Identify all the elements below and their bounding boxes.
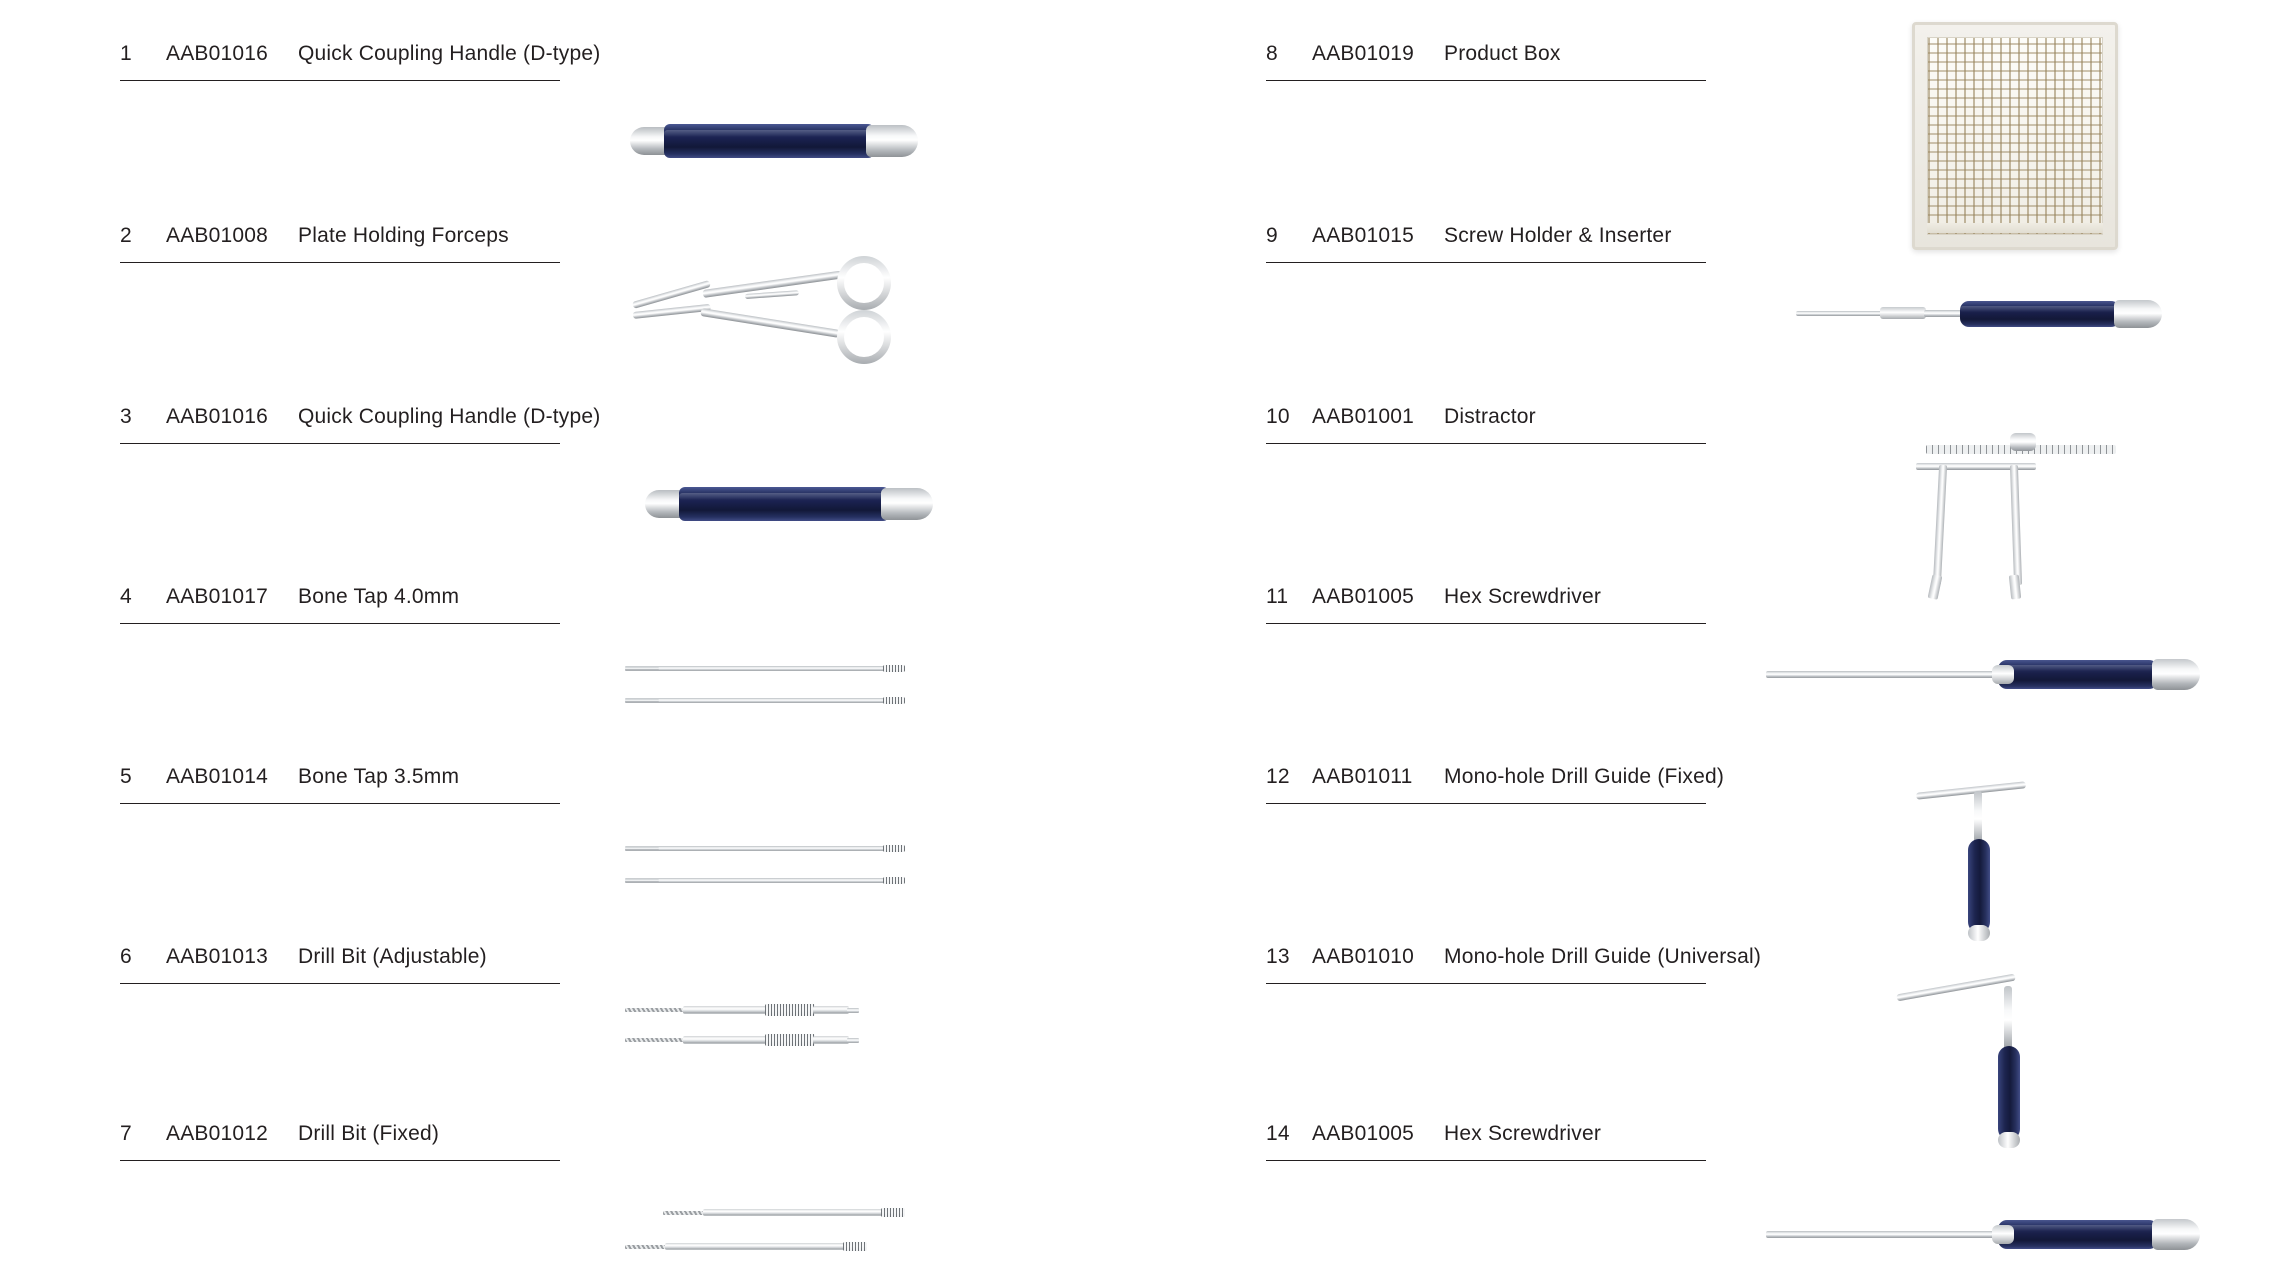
guide-grip-endcap <box>1968 925 1990 941</box>
drill-flute-2 <box>625 1038 685 1042</box>
entry-header <box>1266 224 2186 284</box>
drill-flute-1 <box>663 1211 707 1215</box>
handle-endcap <box>866 125 918 157</box>
entry-underline <box>120 1160 560 1161</box>
catalog-entry-7 <box>120 1122 1040 1182</box>
entry-number: 6 <box>120 945 132 968</box>
entry-name: Quick Coupling Handle (D-type) <box>298 42 601 65</box>
catalog-entry-11 <box>1266 585 2186 645</box>
drill-tang-1 <box>847 1008 859 1013</box>
drill-collar-2 <box>843 1242 867 1251</box>
entry-underline <box>1266 262 1706 263</box>
entry-code: AAB01011 <box>1312 765 1413 788</box>
entry-name: Distractor <box>1444 405 1536 428</box>
entry-number: 11 <box>1266 585 1289 608</box>
entry-code: AAB01019 <box>1312 42 1415 65</box>
image-quick-coupling-handle-d-type-2 <box>645 487 945 527</box>
entry-code: AAB01013 <box>166 945 269 968</box>
distractor-leg-right <box>2010 465 2022 585</box>
entry-code: AAB01016 <box>166 405 269 428</box>
inserter-grip <box>1960 301 2120 327</box>
entry-underline <box>120 80 560 81</box>
catalog-entry-4 <box>120 585 1040 645</box>
entry-number: 9 <box>1266 224 1278 247</box>
catalog-entry-3 <box>120 405 1040 465</box>
image-quick-coupling-handle-d-type-1 <box>630 124 930 164</box>
entry-name: Bone Tap 3.5mm <box>298 765 460 788</box>
entry-underline <box>1266 1160 1706 1161</box>
entry-underline <box>120 443 560 444</box>
forceps-ratchet <box>745 290 799 299</box>
image-drill-bit-adjustable <box>625 1000 965 1060</box>
entry-code: AAB01014 <box>166 765 269 788</box>
entry-number: 4 <box>120 585 132 608</box>
inserter-sleeve <box>1880 307 1926 319</box>
screwdriver-collar <box>1992 1225 2014 1244</box>
drill-collar-1 <box>881 1208 905 1217</box>
entry-header <box>1266 765 2186 825</box>
entry-number: 3 <box>120 405 132 428</box>
entry-name: Product Box <box>1444 42 1561 65</box>
entry-header <box>120 224 1040 284</box>
bone-tap-collar-2 <box>883 697 905 704</box>
entry-underline <box>1266 80 1706 81</box>
entry-code: AAB01015 <box>1312 224 1415 247</box>
entry-number: 2 <box>120 224 132 247</box>
drill-shaft-1 <box>683 1006 769 1014</box>
entry-code: AAB01017 <box>166 585 269 608</box>
screwdriver-grip <box>1998 660 2158 689</box>
entry-header <box>120 585 1040 645</box>
screwdriver-endcap <box>2152 659 2200 690</box>
screwdriver-endcap <box>2152 1219 2200 1250</box>
entry-number: 5 <box>120 765 132 788</box>
entry-underline <box>1266 803 1706 804</box>
forceps-shank-lower <box>700 308 840 338</box>
bone-tap-tip-1 <box>625 847 659 850</box>
distractor-leg-left <box>1933 465 1947 585</box>
entry-underline <box>120 983 560 984</box>
entry-number: 10 <box>1266 405 1290 428</box>
bone-tap-shaft-1 <box>625 846 905 851</box>
forceps-jaw-lower <box>633 304 711 319</box>
bone-tap-shaft-2 <box>625 698 905 703</box>
image-bone-tap-3-5mm <box>625 838 925 898</box>
entry-header <box>120 405 1040 465</box>
entry-name: Hex Screwdriver <box>1444 1122 1602 1145</box>
drill-shaft-1 <box>703 1209 903 1216</box>
screwdriver-shaft <box>1766 671 2006 678</box>
entry-name: Screw Holder & Inserter <box>1444 224 1672 247</box>
entry-code: AAB01005 <box>1312 1122 1415 1145</box>
entry-name: Plate Holding Forceps <box>298 224 509 247</box>
handle-nose <box>630 127 672 155</box>
drill-rear-2 <box>813 1036 849 1044</box>
drill-shaft-2 <box>683 1036 769 1044</box>
image-drill-bit-fixed <box>625 1195 965 1265</box>
entry-name: Mono-hole Drill Guide (Fixed) <box>1444 765 1725 788</box>
entry-number: 13 <box>1266 945 1290 968</box>
drill-adjuster-2 <box>765 1034 815 1046</box>
handle-nose <box>645 490 687 518</box>
entry-number: 14 <box>1266 1122 1290 1145</box>
bone-tap-collar-2 <box>883 877 905 884</box>
bone-tap-tip-1 <box>625 667 659 670</box>
handle-grip <box>679 487 889 521</box>
entry-code: AAB01001 <box>1312 405 1415 428</box>
entry-code: AAB01005 <box>1312 585 1415 608</box>
screwdriver-shaft <box>1766 1231 2006 1238</box>
entry-header <box>120 945 1040 1005</box>
forceps-ring-lower <box>837 310 891 364</box>
entry-name: Hex Screwdriver <box>1444 585 1602 608</box>
entry-code: AAB01010 <box>1312 945 1415 968</box>
entry-code: AAB01016 <box>166 42 269 65</box>
image-hex-screwdriver-11 <box>1766 655 2206 699</box>
entry-header <box>120 1122 1040 1182</box>
entry-name: Mono-hole Drill Guide (Universal) <box>1444 945 1762 968</box>
drill-flute-2 <box>625 1245 669 1249</box>
catalog-entry-6 <box>120 945 1040 1005</box>
bone-tap-tip-2 <box>625 699 659 702</box>
inserter-mid-shaft <box>1924 310 1964 317</box>
inserter-shaft <box>1796 311 1946 316</box>
entry-header <box>1266 1122 2186 1182</box>
catalog-entry-1 <box>120 42 1040 102</box>
drill-shaft-2 <box>665 1243 865 1250</box>
entry-underline <box>1266 983 1706 984</box>
right-column <box>1146 0 2292 1285</box>
entry-name: Quick Coupling Handle (D-type) <box>298 405 601 428</box>
catalog-entry-10 <box>1266 405 2186 465</box>
entry-underline <box>120 803 560 804</box>
bone-tap-shaft-1 <box>625 666 905 671</box>
entry-name: Bone Tap 4.0mm <box>298 585 460 608</box>
entry-underline <box>1266 443 1706 444</box>
catalog-entry-12 <box>1266 765 2186 825</box>
bone-tap-collar-1 <box>883 665 905 672</box>
bone-tap-collar-1 <box>883 845 905 852</box>
inserter-endcap <box>2114 300 2162 328</box>
entry-header <box>120 765 1040 825</box>
entry-name: Drill Bit (Adjustable) <box>298 945 487 968</box>
entry-name: Drill Bit (Fixed) <box>298 1122 440 1145</box>
handle-grip <box>664 124 874 158</box>
screwdriver-grip <box>1998 1220 2158 1249</box>
entry-header <box>1266 405 2186 465</box>
entry-number: 1 <box>120 42 132 65</box>
image-screw-holder-inserter <box>1796 295 2196 339</box>
screwdriver-collar <box>1992 665 2014 684</box>
forceps-jaw-upper <box>632 280 711 309</box>
entry-underline <box>120 262 560 263</box>
image-hex-screwdriver-14 <box>1766 1215 2206 1259</box>
bone-tap-shaft-2 <box>625 878 905 883</box>
entry-code: AAB01012 <box>166 1122 269 1145</box>
bone-tap-tip-2 <box>625 879 659 882</box>
drill-rear-1 <box>813 1006 849 1014</box>
entry-header <box>1266 42 2186 102</box>
entry-code: AAB01008 <box>166 224 269 247</box>
catalog-entry-2 <box>120 224 1040 284</box>
entry-underline <box>1266 623 1706 624</box>
guide-grip <box>1968 839 1990 933</box>
drill-tang-2 <box>847 1038 859 1043</box>
entry-number: 8 <box>1266 42 1278 65</box>
catalog-entry-8 <box>1266 42 2186 102</box>
entry-header <box>1266 585 2186 645</box>
image-bone-tap-4-0mm <box>625 658 925 718</box>
catalog-entry-13 <box>1266 945 2186 1005</box>
catalog-entry-9 <box>1266 224 2186 284</box>
handle-endcap <box>881 488 933 520</box>
entry-number: 12 <box>1266 765 1290 788</box>
entry-number: 7 <box>120 1122 132 1145</box>
entry-header <box>1266 945 2186 1005</box>
entry-header <box>120 42 1040 102</box>
entry-underline <box>120 623 560 624</box>
catalog-entry-14 <box>1266 1122 2186 1182</box>
catalog-entry-5 <box>120 765 1040 825</box>
drill-flute-1 <box>625 1008 685 1012</box>
drill-adjuster-1 <box>765 1004 815 1016</box>
